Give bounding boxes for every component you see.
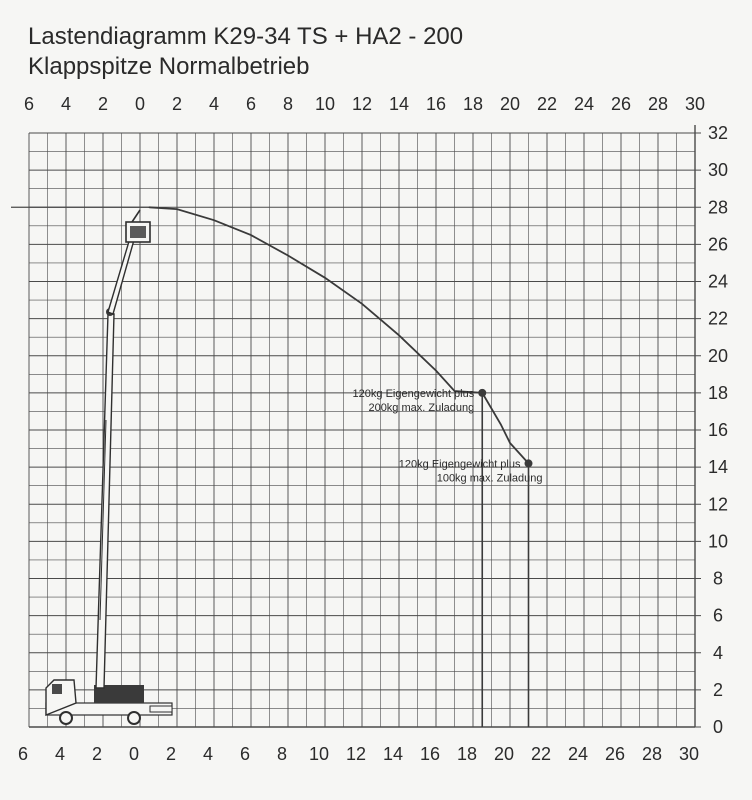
- envelope-point: [324, 277, 326, 279]
- annotation-label-line1: 120kg Eigengewicht plus: [352, 387, 475, 400]
- y-tick-label: 4: [712, 642, 724, 663]
- y-tick-label: 20: [707, 345, 729, 366]
- y-tick-label: 16: [707, 420, 729, 440]
- x-tick-label-top: 8: [282, 94, 294, 114]
- y-tick-label: 0: [712, 717, 724, 737]
- annotation-point: [478, 389, 486, 397]
- y-tick-label: 2: [712, 679, 724, 700]
- x-tick-label-top: 14: [388, 94, 410, 114]
- y-tick-label: 6: [712, 605, 724, 626]
- x-tick-label-bottom: 2: [91, 744, 103, 764]
- x-tick-label-bottom: 14: [382, 744, 404, 764]
- envelope-point: [500, 424, 502, 426]
- y-tick-label: 18: [707, 382, 729, 403]
- x-tick-label-bottom: 28: [641, 744, 663, 764]
- basket-rail: [132, 210, 140, 222]
- x-tick-label-bottom: 0: [128, 744, 140, 764]
- y-tick-label: 30: [707, 160, 729, 181]
- x-tick-label-bottom: 2: [165, 744, 177, 764]
- x-tick-label-top: 20: [499, 94, 521, 114]
- x-tick-label-bottom: 4: [202, 744, 214, 764]
- x-tick-label-bottom: 4: [54, 744, 66, 764]
- envelope-point: [213, 219, 215, 221]
- x-tick-label-top: 4: [208, 94, 220, 114]
- work-basket-fill: [130, 226, 146, 238]
- x-tick-label-bottom: 26: [604, 744, 626, 764]
- boom-main-section: [96, 314, 114, 688]
- y-tick-label: 22: [707, 308, 729, 329]
- x-tick-label-bottom: 8: [276, 744, 288, 764]
- y-tick-label: 28: [707, 197, 729, 218]
- x-tick-label-top: 18: [462, 94, 484, 114]
- envelope-point: [435, 370, 437, 372]
- x-tick-label-top: 12: [351, 94, 373, 114]
- outrigger: [150, 706, 172, 712]
- envelope-point: [176, 208, 178, 210]
- truck-window: [52, 684, 62, 694]
- x-tick-label-top: 10: [314, 94, 336, 114]
- x-tick-label-bottom: 24: [567, 744, 589, 764]
- y-tick-label: 12: [707, 494, 729, 515]
- x-tick-label-top: 4: [60, 94, 72, 114]
- x-tick-label-bottom: 6: [239, 744, 251, 764]
- annotation-label-line1: 120kg Eigengewicht plus: [398, 458, 521, 471]
- envelope-point: [509, 442, 511, 444]
- x-tick-label-bottom: 12: [345, 744, 367, 764]
- x-tick-label-top: 30: [684, 94, 706, 114]
- x-tick-label-top: 2: [171, 94, 183, 114]
- x-tick-label-top: 0: [134, 94, 146, 114]
- annotation-label-line2: 100kg max. Zuladung: [436, 472, 543, 485]
- x-tick-label-top: 6: [245, 94, 257, 114]
- x-tick-label-bottom: 30: [678, 744, 700, 764]
- y-tick-label: 14: [707, 457, 729, 478]
- x-tick-label-bottom: 20: [493, 744, 515, 764]
- x-tick-label-bottom: 16: [419, 744, 441, 764]
- envelope-point: [398, 335, 400, 337]
- chart-subtitle: Klappspitze Normalbetrieb: [28, 53, 310, 80]
- chart-title: Lastendiagramm K29-34 TS + HA2 - 200: [28, 23, 464, 50]
- annotation-point: [525, 459, 533, 467]
- envelope-point: [250, 234, 252, 236]
- x-tick-label-top: 2: [97, 94, 109, 114]
- envelope-point: [287, 255, 289, 257]
- y-tick-label: 24: [707, 271, 729, 292]
- x-tick-label-bottom: 10: [308, 744, 330, 764]
- working-envelope-curve: [149, 207, 528, 463]
- y-tick-label: 26: [707, 234, 729, 255]
- x-tick-label-top: 24: [573, 94, 595, 114]
- annotation-label-line2: 200kg max. Zuladung: [368, 401, 475, 414]
- x-tick-label-bottom: 18: [456, 744, 478, 764]
- x-tick-label-bottom: 6: [17, 744, 29, 764]
- envelope-point: [361, 303, 363, 305]
- y-tick-label: 32: [707, 123, 729, 143]
- envelope-point: [148, 206, 150, 208]
- x-tick-label-top: 16: [425, 94, 447, 114]
- x-tick-label-bottom: 22: [530, 744, 552, 764]
- x-tick-label-top: 26: [610, 94, 632, 114]
- boom-jib: [108, 238, 134, 314]
- x-tick-label-top: 28: [647, 94, 669, 114]
- x-tick-label-top: 6: [23, 94, 35, 114]
- truck-front-wheel: [60, 712, 72, 724]
- y-tick-label: 8: [712, 568, 724, 589]
- truck-rear-wheel: [128, 712, 140, 724]
- y-tick-label: 10: [707, 531, 729, 552]
- x-tick-label-top: 22: [536, 94, 558, 114]
